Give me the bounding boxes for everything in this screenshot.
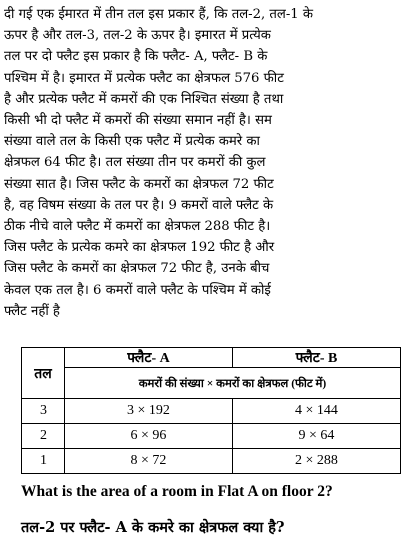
flat-a-cell: 6 × 96 [65,424,233,449]
passage-line: दी गई एक ईमारत में तीन तल इस प्रकार हैं, कि तल-2, तल-1 के [4,7,314,22]
table-row [22,424,401,449]
question-hindi: तल-2 पर फ्लैट- A के कमरे का क्षेत्रफल क्या है? [21,519,285,536]
table-subheader: कमरों की संख्या × कमरों का क्षेत्रफल (फीट में) [65,368,401,399]
flat-a-cell: 8 × 72 [65,449,233,474]
table-header-row [22,348,401,368]
passage-line: जिस फ्लैट के कमरों का क्षेत्रफल 72 फीट है, उनके बीच [4,261,270,277]
floor-cell: 3 [22,399,65,424]
header-flat-a: फ्लैट- A [65,348,233,368]
passage-line: किसी भी दो फ्लैट में कमरों की संख्या समान नहीं है। सम [4,113,272,129]
flat-b-cell: 9 × 64 [232,424,400,449]
passage-line: पश्चिम में है। इमारत में प्रत्येक फ्लैट का क्षेत्रफल 576 फीट [4,70,284,86]
table-row [22,399,401,424]
question-english: What is the area of a room in Flat A on floor 2? [21,483,333,500]
passage-line: केवल एक तल है। 6 कमरों वाले फ्लैट के पश्चिम में कोई [4,282,271,298]
passage-line: तल पर दो फ्लैट इस प्रकार है कि फ्लैट- A, फ्लैट- B के [4,49,268,65]
passage-line: क्षेत्रफल 64 फीट है। तल संख्या तीन पर कमरों की कुल [4,155,266,171]
flats-table [21,347,401,474]
flat-a-cell: 3 × 192 [65,399,233,424]
puzzle-passage [4,4,407,322]
passage-line: फ्लैट नहीं है [4,303,60,319]
passage-line: है और प्रत्येक फ्लैट में कमरों की एक निश्चित संख्या है तथा [4,91,284,107]
passage-line: संख्या वाले तल के किसी एक फ्लैट में प्रत्येक कमरे का [4,134,260,150]
table-subheader-row [22,368,401,399]
header-floor: तल [22,348,65,399]
floor-cell: 2 [22,424,65,449]
passage-line: संख्या सात है। जिस फ्लैट के कमरों का क्षेत्रफल 72 फीट [4,176,274,192]
flat-b-cell: 2 × 288 [232,449,400,474]
passage-line: जिस फ्लैट के प्रत्येक कमरे का क्षेत्रफल 192 फीट है और [4,240,275,256]
passage-line: है, वह विषम संख्या के तल पर है। 9 कमरों वाले फ्लैट के [4,197,274,213]
passage-line: ऊपर है और तल-3, तल-2 के ऊपर है। इमारत में प्रत्येक [4,28,271,44]
header-flat-b: फ्लैट- B [232,348,400,368]
table-row [22,449,401,474]
flat-b-cell: 4 × 144 [232,399,400,424]
floor-cell: 1 [22,449,65,474]
passage-line: ठीक नीचे वाले फ्लैट में कमरों का क्षेत्रफल 288 फीट है। [4,219,271,235]
